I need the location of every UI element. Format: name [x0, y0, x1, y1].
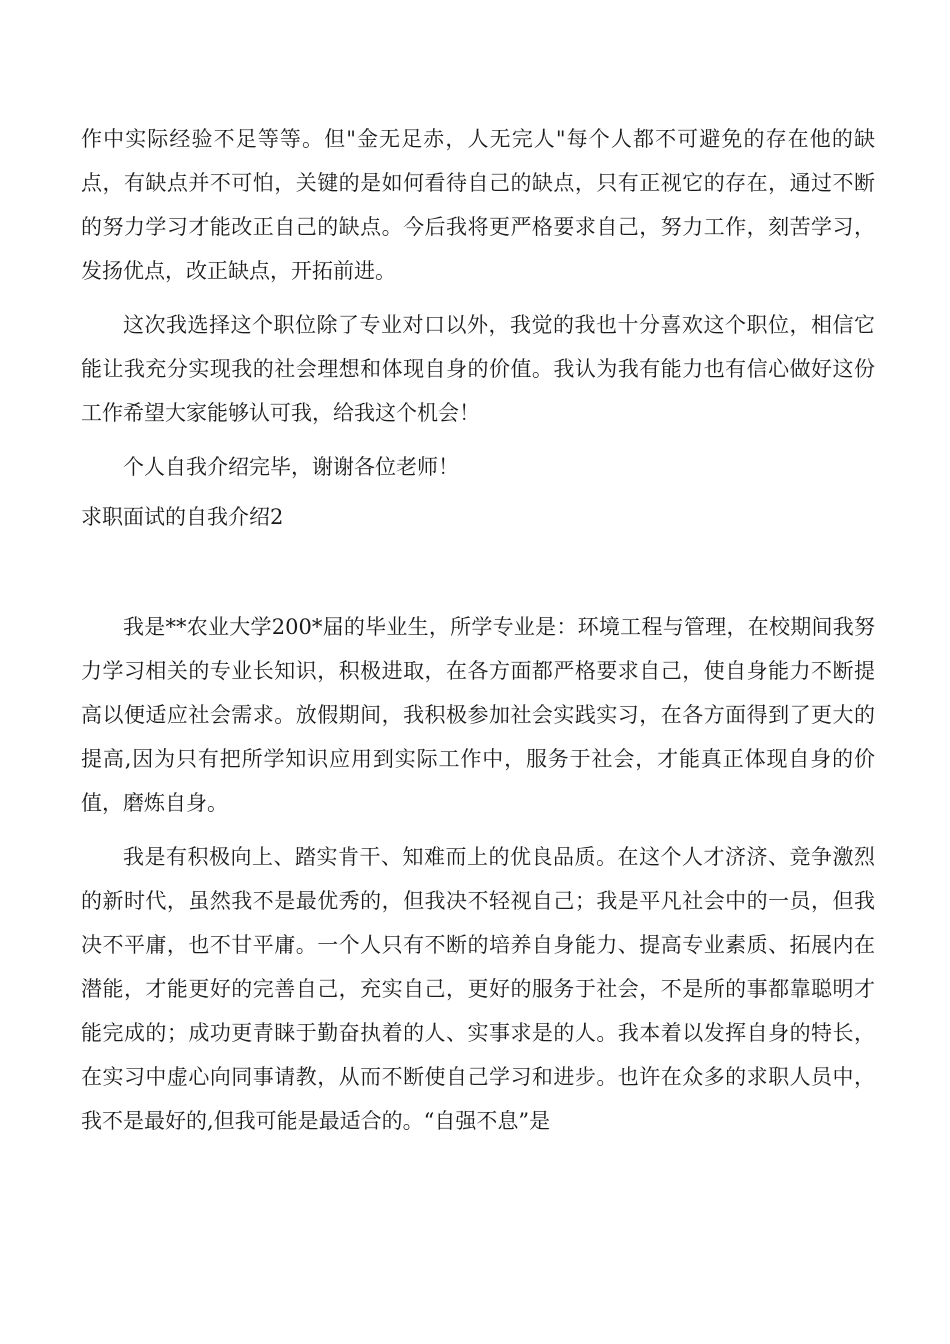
document-page [81, 117, 875, 1143]
paragraph: 这次我选择这个职位除了专业对口以外，我觉的我也十分喜欢这个职位，相信它能让我充分实现我的社会理想和体现自身的价值。我认为我有能力也有信心做好这份工作希望大家能够认可我，给我这个机会！ [81, 313, 875, 425]
section-heading: 求职面试的自我介绍2 [81, 505, 284, 529]
paragraph: 我是**农业大学200*届的毕业生，所学专业是：环境工程与管理，在校期间我努力学习相关的专业长知识，积极进取，在各方面都严格要求自己，使自身能力不断提高以便适应社会需求。放假期间，我积极参加社会实践实习，在各方面得到了更大的提高,因为只有把所学知识应用到实际工作中，服务于社会，才能真正体现自身的价值，磨炼自身。 [81, 615, 875, 815]
paragraph: 个人自我介绍完毕，谢谢各位老师！ [123, 455, 459, 479]
paragraph: 我是有积极向上、踏实肯干、知难而上的优良品质。在这个人才济济、竞争激烈的新时代，虽然我不是最优秀的，但我决不轻视自己；我是平凡社会中的一员，但我决不平庸，也不甘平庸。一个人只有不断的培养自身能力、提高专业素质、拓展内在潜能，才能更好的完善自己，充实自己，更好的服务于社会，不是所的事都靠聪明才能完成的；成功更青睐于勤奋执着的人、实事求是的人。我本着以发挥自身的特长，在实习中虚心向同事请教，从而不断使自己学习和进步。也许在众多的求职人员中，我不是最好的,但我可能是最适合的。“自强不息”是 [81, 845, 875, 1133]
paragraph: 作中实际经验不足等等。但"金无足赤，人无完人"每个人都不可避免的存在他的缺点，有缺点并不可怕，关键的是如何看待自己的缺点，只有正视它的存在，通过不断的努力学习才能改正自己的缺点。今后我将更严格要求自己，努力工作，刻苦学习，发扬优点，改正缺点，开拓前进。 [81, 127, 875, 283]
